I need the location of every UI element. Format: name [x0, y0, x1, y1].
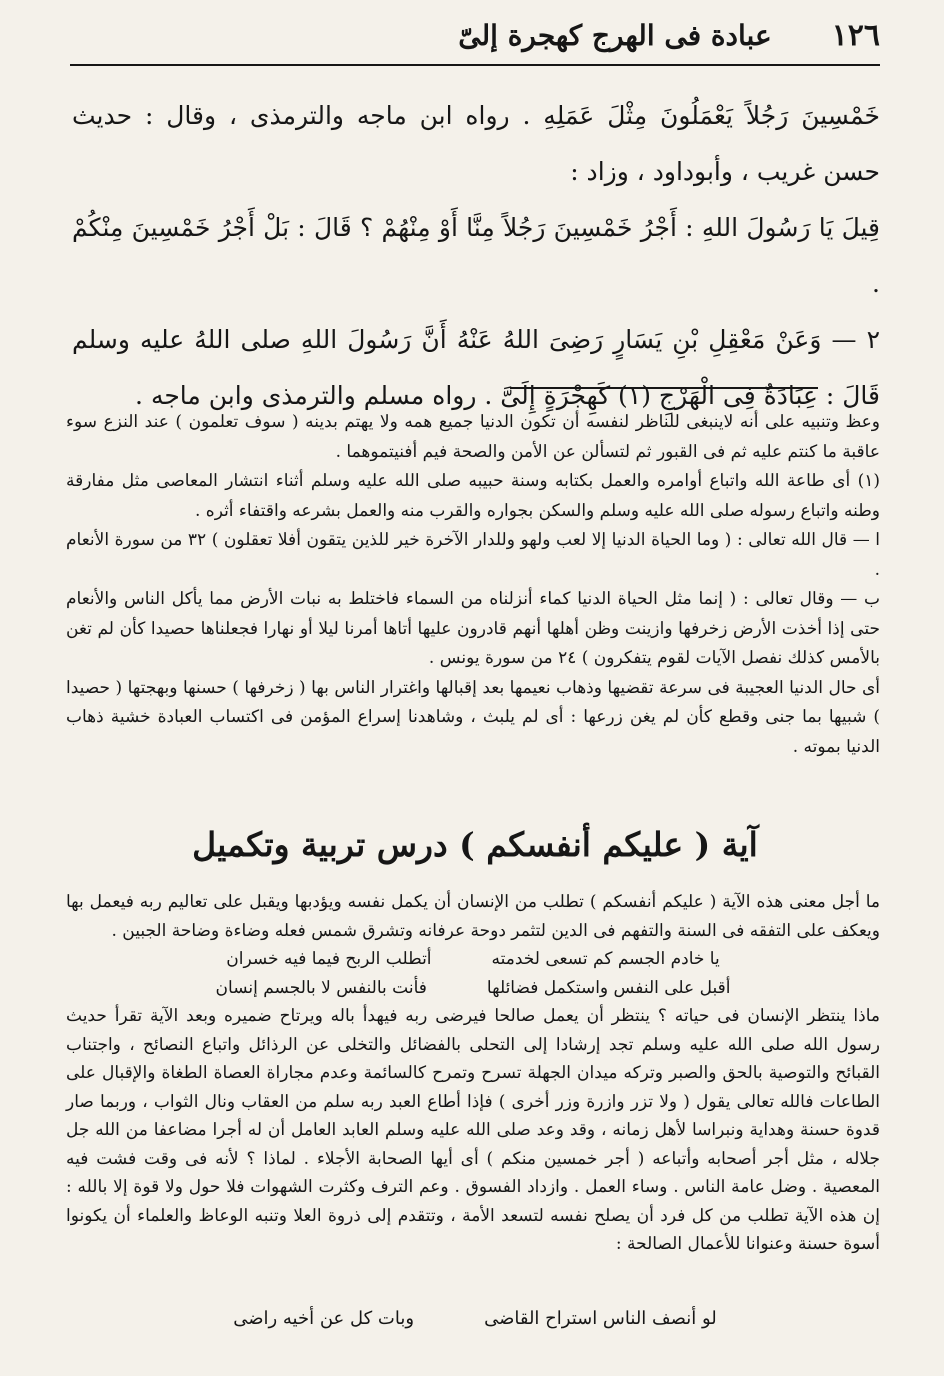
- closing-verse: [70, 1304, 880, 1334]
- verse-hemistich-right: أقبل على النفس واستكمل فضائلها: [486, 977, 731, 998]
- essay-body: ماذا ينتظر الإنسان فى حياته ؟ ينتظر أن يعمل صالحا فيرضى ربه فيهدأ باله ويرتاح ضميره وبعد الآية تقرأ حديث رسول الله صلى الله عليه وسلم تجد إرشادا إلى التحلى بالفضائل والتخلى عن الرذائل واتباع النصائح ، واجتناب القبائح والتوصية بالحق والصبر وتركه ميدان الجهلة تسرح وتمرح كالسائمة وعدم مجاراة العصاة الطغاة والإقبال على الطاعات فالله تعالى يقول ( ولا تزر وازرة وزر أخرى ) فإذا أطاع العبد ربه سلم من العقاب ونال الثواب ، وربما صار قدوة حسنة وهداية ونبراسا لأهل زمانه ، وقد وعد صلى الله عليه وسلم العابد العامل أن له أجرا مضاعفا من الله جل جلاله ، مثل أجر أصحابه وأتباعه ( أجر خمسين منكم ) أى أيها الصحابة الأجلاء . لماذا ؟ لأنه فى وقت فشت فيه المعصية . وضل عامة الناس . وساء العمل . وازداد الفسوق . وعم الترف وكثرت الشهوات فلا حول ولا قوة إلا بالله : إن هذه الآية تطلب من كل فرد أن يصلح نفسه لتسعد الأمة ، وتتقدم إلى ذروة العلا وتنبه الوعاظ والعلماء أن يكونوا أسوة حسنة وعنوانا للأعمال الصالحة :: [66, 1006, 880, 1254]
- section-title: آية ( عليكم أنفسكم ) درس تربية وتكميل: [192, 825, 758, 864]
- footnote-paragraph: ب — وقال تعالى : ( إنما مثل الحياة الدنيا كماء أنزلناه من السماء فاختلط به نبات الأرض مما يأكل الناس والأنعام حتى إذا أخذت الأرض زخرفها وازينت وظن أهلها أنهم قادرون عليها أتاها أمرنا ليلا أو نهارا فجعلناها حصيدا كأن لم تغن بالأمس كذلك نفصل الآيات لقوم يتفكرون ) ٢٤ من سورة يونس .: [66, 589, 880, 668]
- footnote-rule: [510, 387, 818, 389]
- footnote-paragraph: ا — قال الله تعالى : ( وما الحياة الدنيا إلا لعب ولهو وللدار الآخرة خير للذين يتقون أفلا تعقلون ) ٣٢ من سورة الأنعام .: [66, 530, 880, 580]
- header-rule: [70, 64, 880, 66]
- hadith-paragraph: ٢ — وَعَنْ مَعْقِلِ بْنِ يَسَارٍ رَضِىَ اللهُ عَنْهُ أَنَّ رَسُولَ اللهِ صلى اللهُ عليه وسلم قَالَ : عِبَادَةٌ فِى الْهَرْجِ (١) كَهِجْرَةٍ إِلَىَّ . رواه مسلم والترمذى وابن ماجه .: [72, 325, 880, 410]
- page-header: [70, 10, 880, 60]
- verse-hemistich-left: وبات كل عن أخيه راضى: [233, 1308, 415, 1329]
- footnote-paragraph: أى حال الدنيا العجيبة فى سرعة تقضيها وذهاب نعيمها بعد إقبالها واغترار الناس بها ( زخرفها ) حسنها وبهجتها ( حصيدا ) شبيها بما جنى وقطع كأن لم يغن زرعها : أى لم يلبث ، وشاهدنا إسراع المؤمن فى اكتساب العبادة خشية ذهاب الدنيا بموته .: [66, 677, 880, 757]
- running-title: عبادة فى الهرج كهجرة إلىّ: [458, 18, 772, 52]
- hadith-paragraph: خَمْسِينَ رَجُلاً يَعْمَلُونَ مِثْلَ عَمَلِهِ . رواه ابن ماجه والترمذى ، وقال : حديث حسن غريب ، وأبوداود ، وزاد :: [72, 101, 880, 186]
- verse-hemistich-left: أتطلب الربح فيما فيه خسران: [226, 949, 432, 969]
- essay-text: [66, 888, 880, 1259]
- page-number: ١٢٦: [831, 17, 880, 53]
- verse-line: [66, 974, 880, 1003]
- verse-hemistich-right: لو أنصف الناس استراح القاضى: [484, 1308, 717, 1329]
- hadith-paragraph: قِيلَ يَا رَسُولَ اللهِ : أَجْرُ خَمْسِينَ رَجُلاً مِنَّا أَوْ مِنْهُمْ ؟ قَالَ : بَلْ أَجْرُ خَمْسِينَ مِنْكُمْ .: [72, 213, 880, 298]
- footnote-paragraph: وعظ وتنبيه على أنه لاينبغى للناظر لنفسه أن تكون الدنيا جميع همه ولا يهتم بدينه ( سوف تعلمون ) عند النزع سوء عاقبة ما كنتم عليه ثم فى القبور ثم لتسألن عن الأمن والصحة فيم أفنيتموهما .: [66, 412, 881, 462]
- verse-hemistich-right: يا خادم الجسم كم تسعى لخدمته: [491, 949, 720, 969]
- essay-intro: ما أجل معنى هذه الآية ( عليكم أنفسكم ) تطلب من الإنسان أن يكمل نفسه ويؤدبها ويقبل على تعاليم ربه فيعمل بها ويعكف على التفقه فى السنة والتفهم فى الدين لتثمر دوحة عرفانه وتشرق شمس فعله وضاءة وضاحة الجبين .: [66, 892, 880, 941]
- hadith-text: [72, 88, 880, 424]
- footnotes: [66, 408, 880, 762]
- verse-line: [66, 945, 880, 974]
- footnote-paragraph: (١) أى طاعة الله واتباع أوامره والعمل بكتابه وسنة حبيبه صلى الله عليه وسلم أثناء انتشار المعاصى مثل مفارقة وطنه واتباع رسوله صلى الله عليه وسلم والسكن بجواره والقرب منه والعمل بشرعه واقتفاء أثره .: [66, 471, 880, 521]
- verse-hemistich-left: فأنت بالنفس لا بالجسم إنسان: [215, 977, 427, 998]
